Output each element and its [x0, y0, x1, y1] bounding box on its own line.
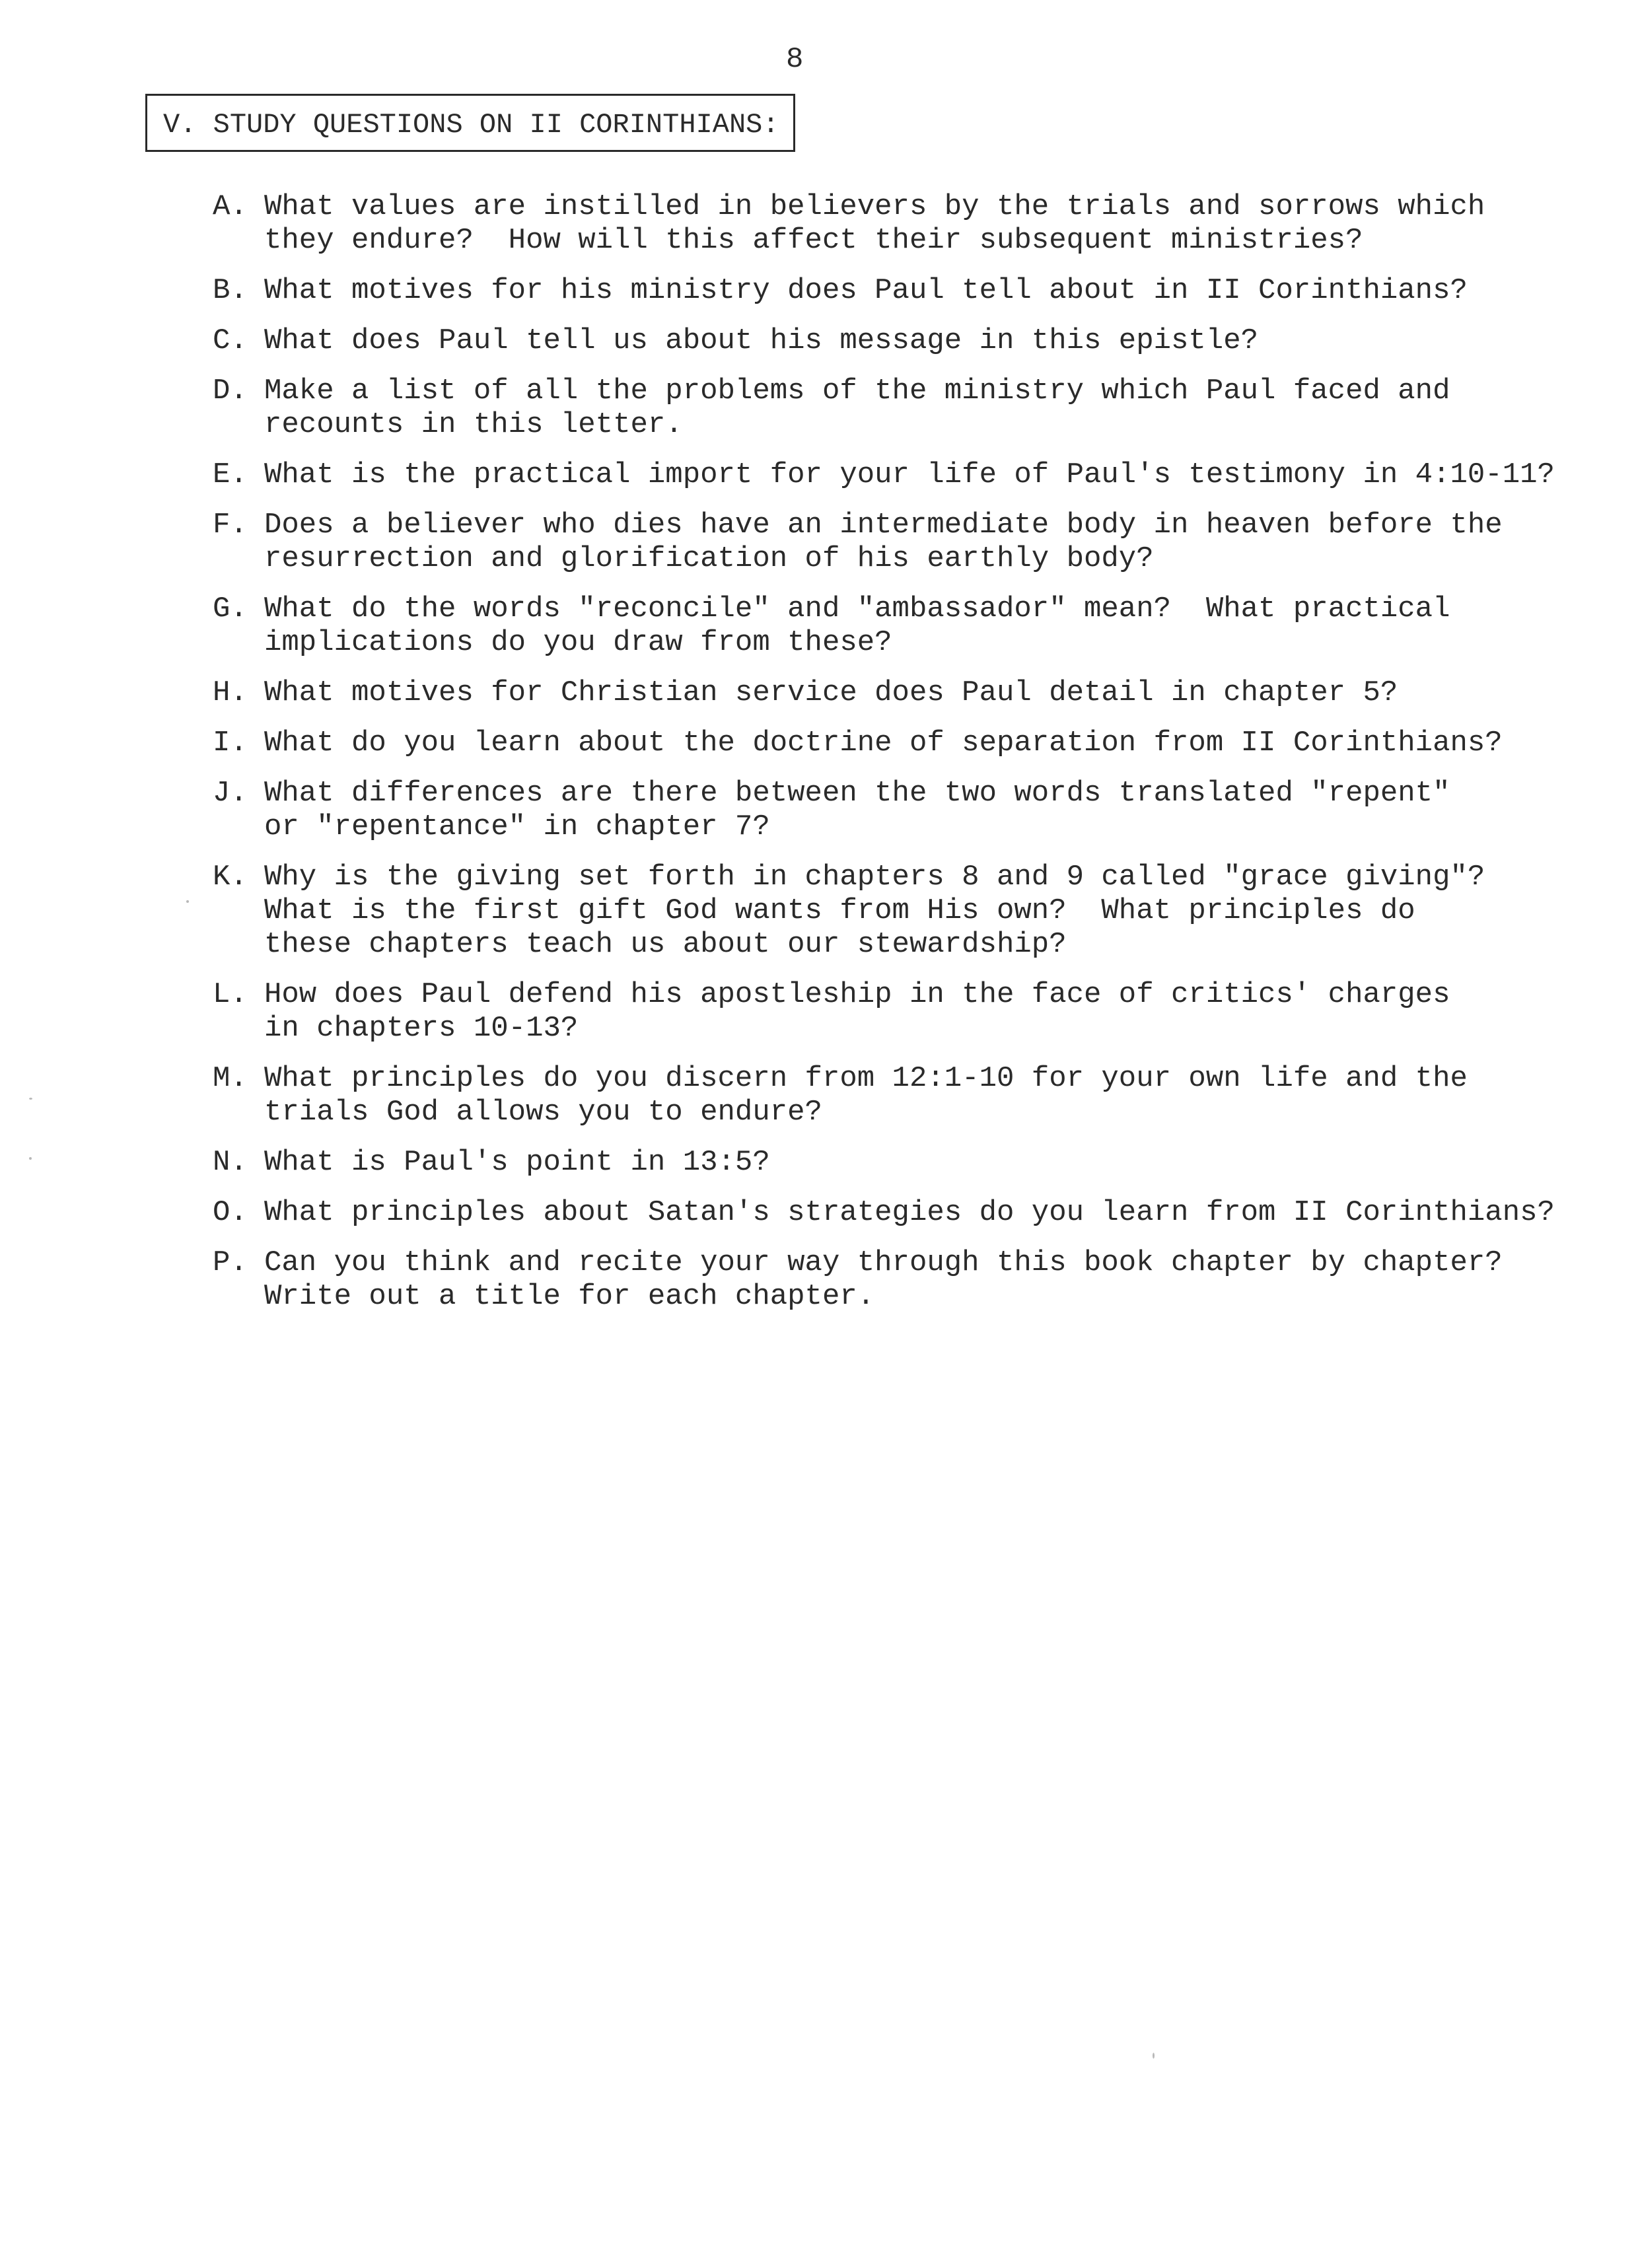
question-text-line: What do you learn about the doctrine of separation from II Corinthians?: [264, 726, 1503, 760]
question-letter: H.: [213, 676, 248, 709]
question-letter: N.: [213, 1146, 248, 1179]
question-text-line: they endure? How will this affect their subsequent ministries?: [264, 224, 1363, 257]
question-text-line: What principles do you discern from 12:1-10 for your own life and the: [264, 1062, 1468, 1095]
scan-speck: [29, 1098, 32, 1100]
question-letter: F.: [213, 509, 248, 542]
question-letter: P.: [213, 1246, 248, 1279]
question-item: [213, 1146, 1534, 1180]
question-text-line: What does Paul tell us about his message in this epistle?: [264, 324, 1259, 357]
question-text-line: What principles about Satan's strategies do you learn from II Corinthians?: [264, 1196, 1555, 1229]
question-text-line: implications do you draw from these?: [264, 626, 892, 659]
question-text-line: What differences are there between the two words translated "repent": [264, 777, 1450, 810]
question-item: [213, 861, 1534, 962]
question-item: [213, 777, 1534, 844]
question-item: [213, 978, 1534, 1045]
question-item: [213, 726, 1534, 760]
question-letter: O.: [213, 1196, 248, 1229]
question-item: [213, 592, 1534, 660]
question-text-line: Write out a title for each chapter.: [264, 1280, 875, 1313]
question-text-line: How does Paul defend his apostleship in the face of critics' charges: [264, 978, 1450, 1011]
question-text-line: resurrection and glorification of his earthly body?: [264, 542, 1154, 575]
question-item: [213, 190, 1534, 258]
question-text-line: What is the first gift God wants from His own? What principles do: [264, 894, 1415, 927]
question-text-line: What values are instilled in believers by the trials and sorrows which: [264, 190, 1485, 223]
question-letter: G.: [213, 592, 248, 625]
question-text-line: What motives for his ministry does Paul tell about in II Corinthians?: [264, 274, 1468, 307]
question-letter: M.: [213, 1062, 248, 1095]
question-text-line: What is the practical import for your life of Paul's testimony in 4:10-11?: [264, 458, 1555, 491]
question-item: [213, 458, 1555, 492]
question-letter: I.: [213, 726, 248, 760]
question-text-line: Can you think and recite your way through this book chapter by chapter?: [264, 1246, 1503, 1279]
question-list: [213, 190, 1555, 1330]
question-text-line: these chapters teach us about our stewardship?: [264, 928, 1067, 961]
question-item: [213, 274, 1534, 308]
question-letter: C.: [213, 324, 248, 357]
question-item: [213, 1246, 1534, 1314]
question-text-line: or "repentance" in chapter 7?: [264, 810, 770, 843]
section-heading-box: [145, 94, 795, 152]
question-letter: J.: [213, 777, 248, 810]
question-letter: A.: [213, 190, 248, 223]
question-letter: E.: [213, 458, 248, 491]
question-text-line: What is Paul's point in 13:5?: [264, 1146, 770, 1179]
question-item: [213, 676, 1534, 710]
question-letter: L.: [213, 978, 248, 1011]
section-heading: V. STUDY QUESTIONS ON II CORINTHIANS:: [163, 109, 779, 141]
question-item: [213, 1062, 1534, 1129]
question-text-line: Make a list of all the problems of the ministry which Paul faced and: [264, 374, 1450, 408]
question-item: [213, 374, 1534, 442]
question-letter: K.: [213, 861, 248, 894]
question-item: [213, 1196, 1555, 1230]
question-item: [213, 509, 1534, 576]
question-text-line: in chapters 10-13?: [264, 1012, 579, 1045]
question-text-line: Does a believer who dies have an intermediate body in heaven before the: [264, 509, 1503, 542]
question-text-line: trials God allows you to endure?: [264, 1096, 822, 1129]
scan-speck: [29, 1157, 32, 1160]
scan-speck: [186, 900, 189, 903]
question-item: [213, 324, 1534, 358]
question-letter: D.: [213, 374, 248, 408]
question-letter: B.: [213, 274, 248, 307]
scan-speck: [1153, 2053, 1155, 2059]
question-text-line: What do the words "reconcile" and "ambassador" mean? What practical: [264, 592, 1450, 625]
question-text-line: Why is the giving set forth in chapters 8 and 9 called "grace giving"?: [264, 861, 1485, 894]
question-text-line: What motives for Christian service does Paul detail in chapter 5?: [264, 676, 1398, 709]
question-text-line: recounts in this letter.: [264, 408, 683, 441]
page-number: 8: [786, 43, 804, 76]
